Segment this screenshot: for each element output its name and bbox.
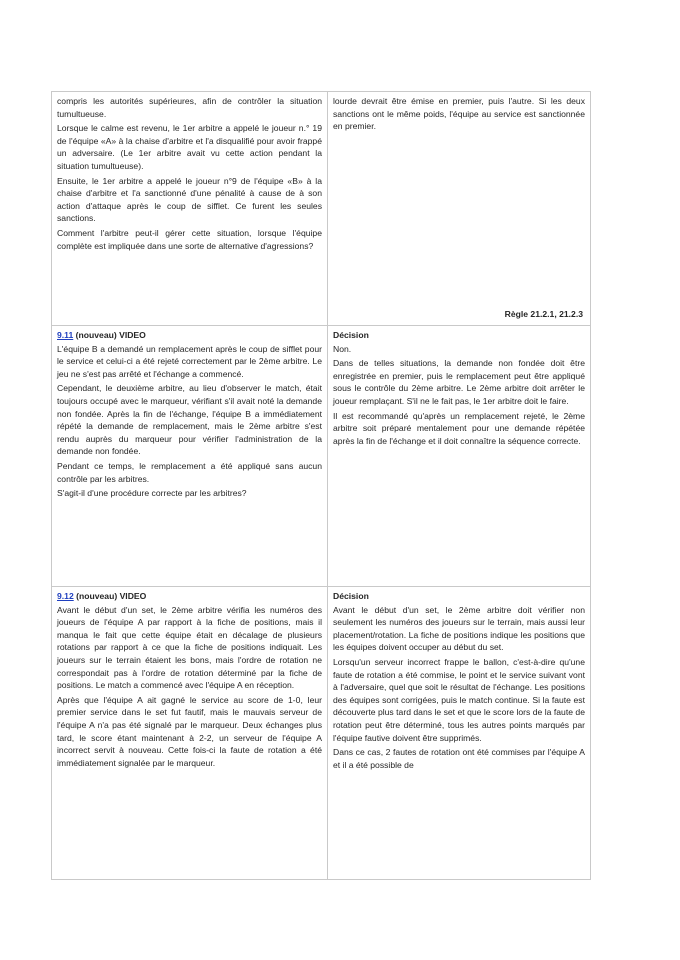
case-paragraph: compris les autorités supérieures, afin de contrôler la situation tumultueuse. bbox=[57, 96, 322, 119]
case-paragraph: Cependant, le deuxième arbitre, au lieu d'observer le match, était toujours occupé avec le marqueur, vérifiant s'il avait noté la demande non fondée. Après la fin de l'échange, l'équipe B a immédiatement répété la demande de remplacement, mais le 2ème arbitre s'est rendu auprès du marqueur pour vérifier l'administration de la demande non fondée. bbox=[57, 383, 322, 457]
case-heading-suffix: (nouveau) VIDEO bbox=[76, 591, 147, 601]
table-row bbox=[52, 92, 591, 326]
case-paragraph: Avant le début d'un set, le 2ème arbitre vérifia les numéros des joueurs de l'équipe A par rapport à la fiche de positions, mais il manqua le fait que cette équipe était en décalage de plusieurs rotations par rapport à ce que la fiche de positions indiquait. Les joueurs sur le terrain étaient les bons, mais l'ordre de rotation ne correspondait pas à l'ordre de rotation déterminé par la fiche de positions. Le match a commencé avec l'équipe A en réception. bbox=[57, 604, 322, 691]
case-heading-suffix: (nouveau) VIDEO bbox=[75, 330, 146, 340]
decision-paragraph: Non. bbox=[333, 343, 352, 354]
decision-heading: Décision bbox=[333, 591, 369, 601]
case-text-cell bbox=[52, 587, 328, 880]
casebook-table bbox=[51, 91, 591, 880]
decision-paragraph: lourde devrait être émise en premier, puis l'autre. Si les deux sanctions ont le même poids, l'équipe au service est sanctionnée en premier. bbox=[333, 96, 585, 132]
case-paragraph: Lorsque le calme est revenu, le 1er arbitre a appelé le joueur n.° 19 de l'équipe «A» à la chaise d'arbitre et l'a disqualifié pour avoir frappé un adversaire. (Le 1er arbitre avait vu cette action pendant la situation tumultueuse). bbox=[57, 123, 322, 171]
case-heading bbox=[57, 590, 322, 603]
decision-paragraph: Dans de telles situations, la demande non fondée doit être enregistrée en premier, puis le remplacement peut être appliqué sous le contrôle du 2ème arbitre. Le 2ème arbitre doit arrêter le joueur remplaçant. S'il ne le fait pas, le 1er arbitre doit le faire. bbox=[333, 358, 585, 406]
decision-cell bbox=[328, 92, 591, 326]
case-paragraph: Après que l'équipe A ait gagné le service au score de 1-0, leur premier service dans le set fut fautif, mais le mauvais serveur de l'équipe A n'a pas été signalé par le marqueur. Deux échanges plus tard, le score étant maintenant à 2-2, un serveur de l'équipe A incorrect servit à nouveau. Cette fois-ci la faute de rotation a été immédiatement signalée par le marqueur. bbox=[57, 694, 322, 768]
decision-cell bbox=[328, 587, 591, 880]
case-paragraph: Comment l'arbitre peut-il gérer cette situation, lorsque l'équipe complète est impliquée dans une sorte de alternative d'agressions? bbox=[57, 227, 322, 251]
case-paragraph: Pendant ce temps, le remplacement a été appliqué sans aucun contrôle par les arbitres. bbox=[57, 460, 322, 484]
decision-cell bbox=[328, 326, 591, 587]
rule-reference: Règle 21.2.1, 21.2.3 bbox=[504, 309, 583, 320]
case-paragraph: L'équipe B a demandé un remplacement après le coup de sifflet pour le service et celui-ci a été rejeté correctement par le 2ème arbitre. Le jeu ne s'est pas arrêté et l'échange a commencé. bbox=[57, 343, 322, 379]
case-heading bbox=[57, 329, 322, 342]
decision-paragraph: Il est recommandé qu'après un remplacement rejeté, le 2ème arbitre soit préparé mentalement pour une demande répétée après la fin de l'échange et il doit connaître la séquence correcte. bbox=[333, 410, 585, 446]
case-text-cell bbox=[52, 92, 328, 326]
decision-paragraph: Dans ce cas, 2 fautes de rotation ont été commises par l'équipe A et il a été possible de bbox=[333, 747, 585, 770]
case-paragraph: Ensuite, le 1er arbitre a appelé le joueur n°9 de l'équipe «B» à la chaise d'arbitre et l'a sanctionné d'une pénalité à cause de à son action d'attaque après le coup de sifflet. Ce furent les seules sanctions. bbox=[57, 175, 322, 224]
case-number-link[interactable]: 9.11 bbox=[57, 330, 74, 340]
case-text-cell bbox=[52, 326, 328, 587]
table-row bbox=[52, 326, 591, 587]
case-paragraph: S'agit-il d'une procédure correcte par les arbitres? bbox=[57, 488, 247, 499]
decision-paragraph: Avant le début d'un set, le 2ème arbitre doit vérifier non seulement les numéros des joueurs sur le terrain, mais aussi leur placement/rotation. La fiche de positions indique les positions que les équipes doivent occuper au début du set. bbox=[333, 604, 585, 653]
decision-paragraph: Lorsqu'un serveur incorrect frappe le ballon, c'est-à-dire qu'une faute de rotation a été commise, le point et le service suivant vont à l'adversaire, quel que soit le résultat de l'échange. Les positions des équipes sont corrigées, puis le match continue. Si la faute est découverte plus tard dans le set et que le score lors de la faute de rotation peut être déterminé, tous les autres points marqués par l'équipe fautive doivent être supprimés. bbox=[333, 656, 585, 743]
case-number-link[interactable]: 9.12 bbox=[57, 591, 74, 601]
table-row bbox=[52, 587, 591, 880]
decision-heading: Décision bbox=[333, 330, 369, 340]
